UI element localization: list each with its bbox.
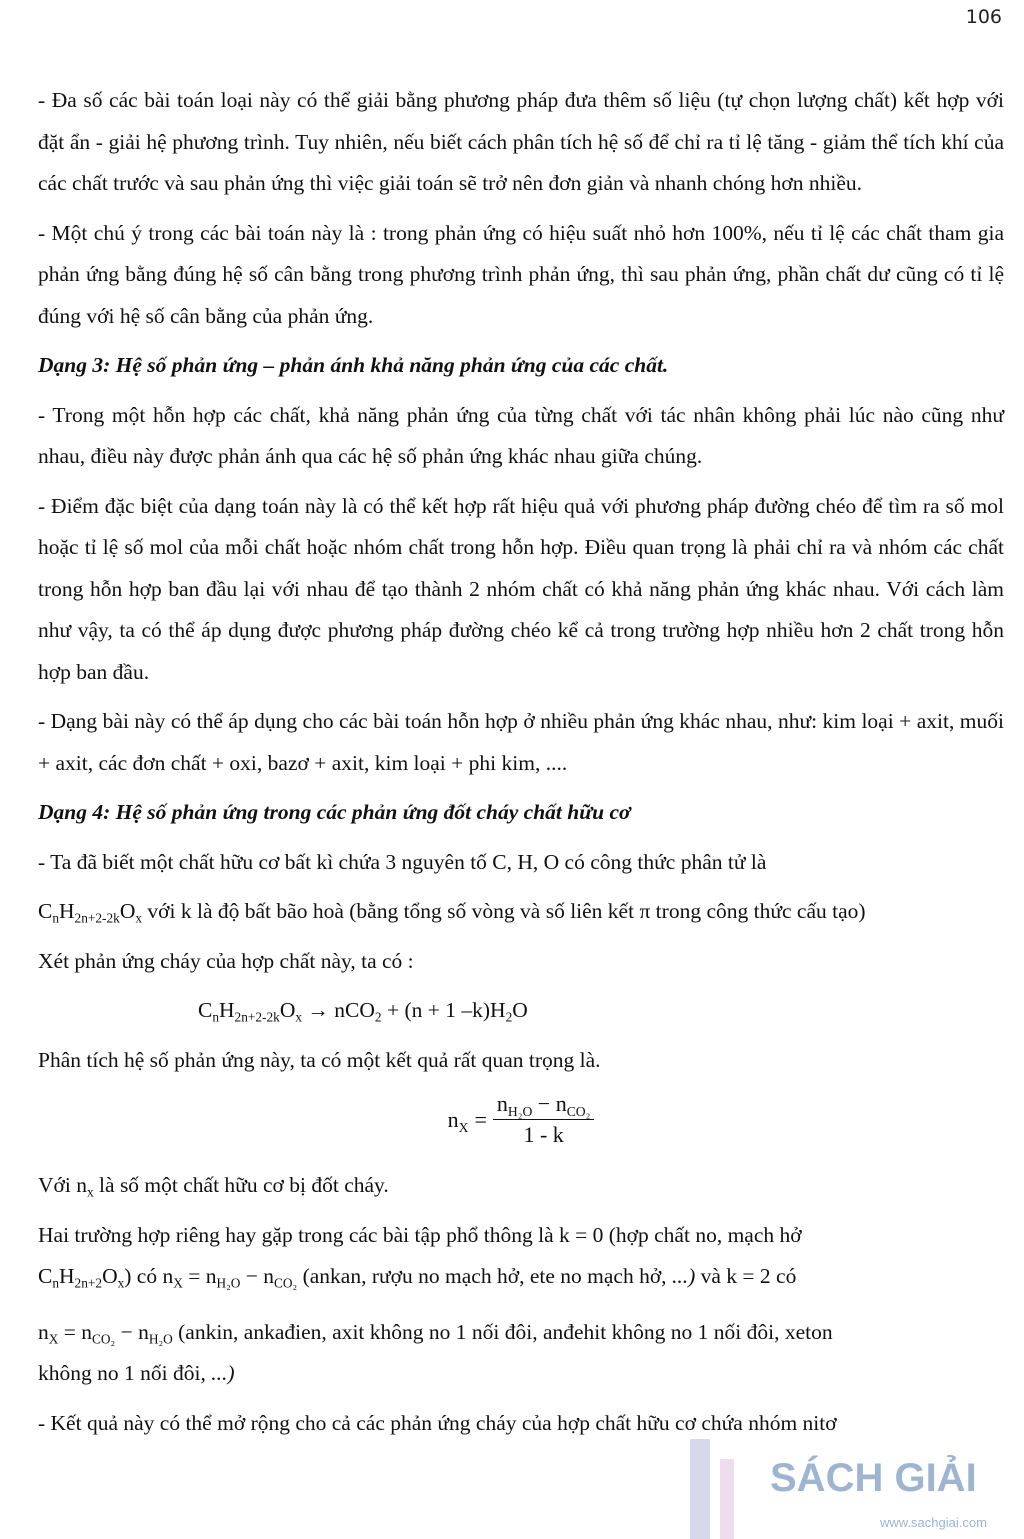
paragraph-5: - Dạng bài này có thể áp dụng cho các bài toán hỗn hợp ở nhiều phản ứng khác nhau, như: kim loại + axit, muối + axit, các đơn chất + oxi, bazơ + axit, kim loại + phi kim, .... [38, 709, 1004, 775]
formula-lhs: $n_X$ [447, 1106, 469, 1135]
paragraph-10: Với $n_x$ là số một chất hữu cơ bị đốt cháy. [38, 1173, 389, 1200]
mole-formula [38, 1089, 1004, 1151]
fraction-denominator: 1 - k [523, 1122, 564, 1147]
heading-dang-4: Dạng 4: Hệ số phản ứng trong các phản ứng đốt cháy chất hữu cơ [38, 800, 631, 824]
formula-h-sub: 2n+2-2k [74, 910, 120, 926]
paragraph-7 [38, 891, 1004, 933]
formula-o: O [119, 899, 136, 923]
heading-dang-3: Dạng 3: Hệ số phản ứng – phản ánh khả năng phản ứng của các chất. [38, 353, 669, 377]
formula-c-sub: n [52, 910, 60, 926]
eq-h-sub: 2n+2-2k [234, 1009, 280, 1025]
eq-o-sub: x [295, 1009, 303, 1025]
eq-product-h2o: + (n + 1 –k)H [381, 998, 506, 1022]
paragraph-3: - Trong một hỗn hợp các chất, khả năng phản ứng của từng chất với tác nhân không phải lúc nào cũng như nhau, điều này được phản ánh qua các hệ số phản ứng khác nhau giữa chúng. [38, 402, 1004, 468]
formula-equals: = [474, 1106, 487, 1132]
eq-c: C [198, 998, 213, 1022]
page-content [38, 80, 1004, 1452]
paragraph-2: - Một chú ý trong các bài toán này là : trong phản ứng có hiệu suất nhỏ hơn 100%, nếu tỉ lệ các chất tham gia phản ứng bằng đúng hệ số cân bằng trong phương trình phản ứng, thì sau phản ứng, phần chất dư cũng có tỉ lệ đúng với hệ số cân bằng của phản ứng. [38, 220, 1004, 328]
fraction [493, 1089, 595, 1150]
paragraph-11: Hai trường hợp riêng hay gặp trong các bài tập phổ thông là k = 0 (hợp chất no, mạch hở $C_nH_{2n+2}O_x$) có $n_X = n_{H_2O} - n_{CO_2}$ (ankan, rượu no mạch hở, ete no mạch hở, ...) và k = 2 có [38, 1222, 802, 1291]
formula-o-sub: x [135, 910, 143, 926]
watermark-url: www.sachgiai.com [880, 1515, 987, 1530]
eq-h2o-sub: 2 [505, 1009, 513, 1025]
paragraph-1: - Đa số các bài toán loại này có thể giải bằng phương pháp đưa thêm số liệu (tự chọn lượng chất) kết hợp với đặt ẩn - giải hệ phương trình. Tuy nhiên, nếu biết cách phân tích hệ số để chỉ ra tỉ lệ tăng - giảm thể tích khí của các chất trước và sau phản ứng thì việc giải toán sẽ trở nên đơn giản và nhanh chóng hơn nhiều. [38, 88, 1004, 195]
paragraph-8: Xét phản ứng cháy của hợp chất này, ta có : [38, 948, 414, 973]
eq-c-sub: n [212, 1009, 220, 1025]
eq-co2-sub: 2 [374, 1009, 382, 1025]
eq-h: H [219, 998, 235, 1022]
paragraph-13: - Kết quả này có thể mở rộng cho cả các phản ứng cháy của hợp chất hữu cơ chứa nhóm nitơ [38, 1410, 837, 1435]
eq-o: O [279, 998, 296, 1022]
eq-h2o-o: O [512, 998, 528, 1022]
eq-product-co2: → nCO [302, 998, 375, 1022]
paragraph-7-rest: với k là độ bất bão hoà (bằng tổng số vòng và số liên kết π trong công thức cấu tạo) [142, 899, 866, 923]
paragraph-12: $n_X = n_{CO_2} - n_{H_2O}$ (ankin, ankađien, axit không no 1 nối đôi, anđehit không no 1 nối đôi, xeton không no 1 nối đôi, ...) [38, 1319, 833, 1385]
fraction-numerator: $n_{H_2O} - n_{CO_2}$ [493, 1089, 595, 1120]
watermark-text: SÁCH GIẢI [770, 1456, 977, 1500]
paragraph-9: Phân tích hệ số phản ứng này, ta có một kết quả rất quan trọng là. [38, 1047, 601, 1072]
formula-h: H [59, 899, 75, 923]
paragraph-6: - Ta đã biết một chất hữu cơ bất kì chứa 3 nguyên tố C, H, O có công thức phân tử là [38, 849, 767, 874]
page-number: 106 [965, 6, 1002, 28]
combustion-equation [38, 990, 1004, 1032]
paragraph-4: - Điểm đặc biệt của dạng toán này là có thể kết hợp rất hiệu quả với phương pháp đường chéo để tìm ra số mol hoặc tỉ lệ số mol của mỗi chất hoặc nhóm chất trong hỗn hợp. Điều quan trọng là phải chỉ ra và nhóm các chất trong hỗn hợp ban đầu lại với nhau để tạo thành 2 nhóm chất có khả năng phản ứng khác nhau. Với cách làm như vậy, ta có thể áp dụng được phương pháp đường chéo kể cả trong trường hợp nhiều hơn 2 chất trong hỗn hợp ban đầu. [38, 493, 1004, 684]
formula-c: C [38, 899, 53, 923]
